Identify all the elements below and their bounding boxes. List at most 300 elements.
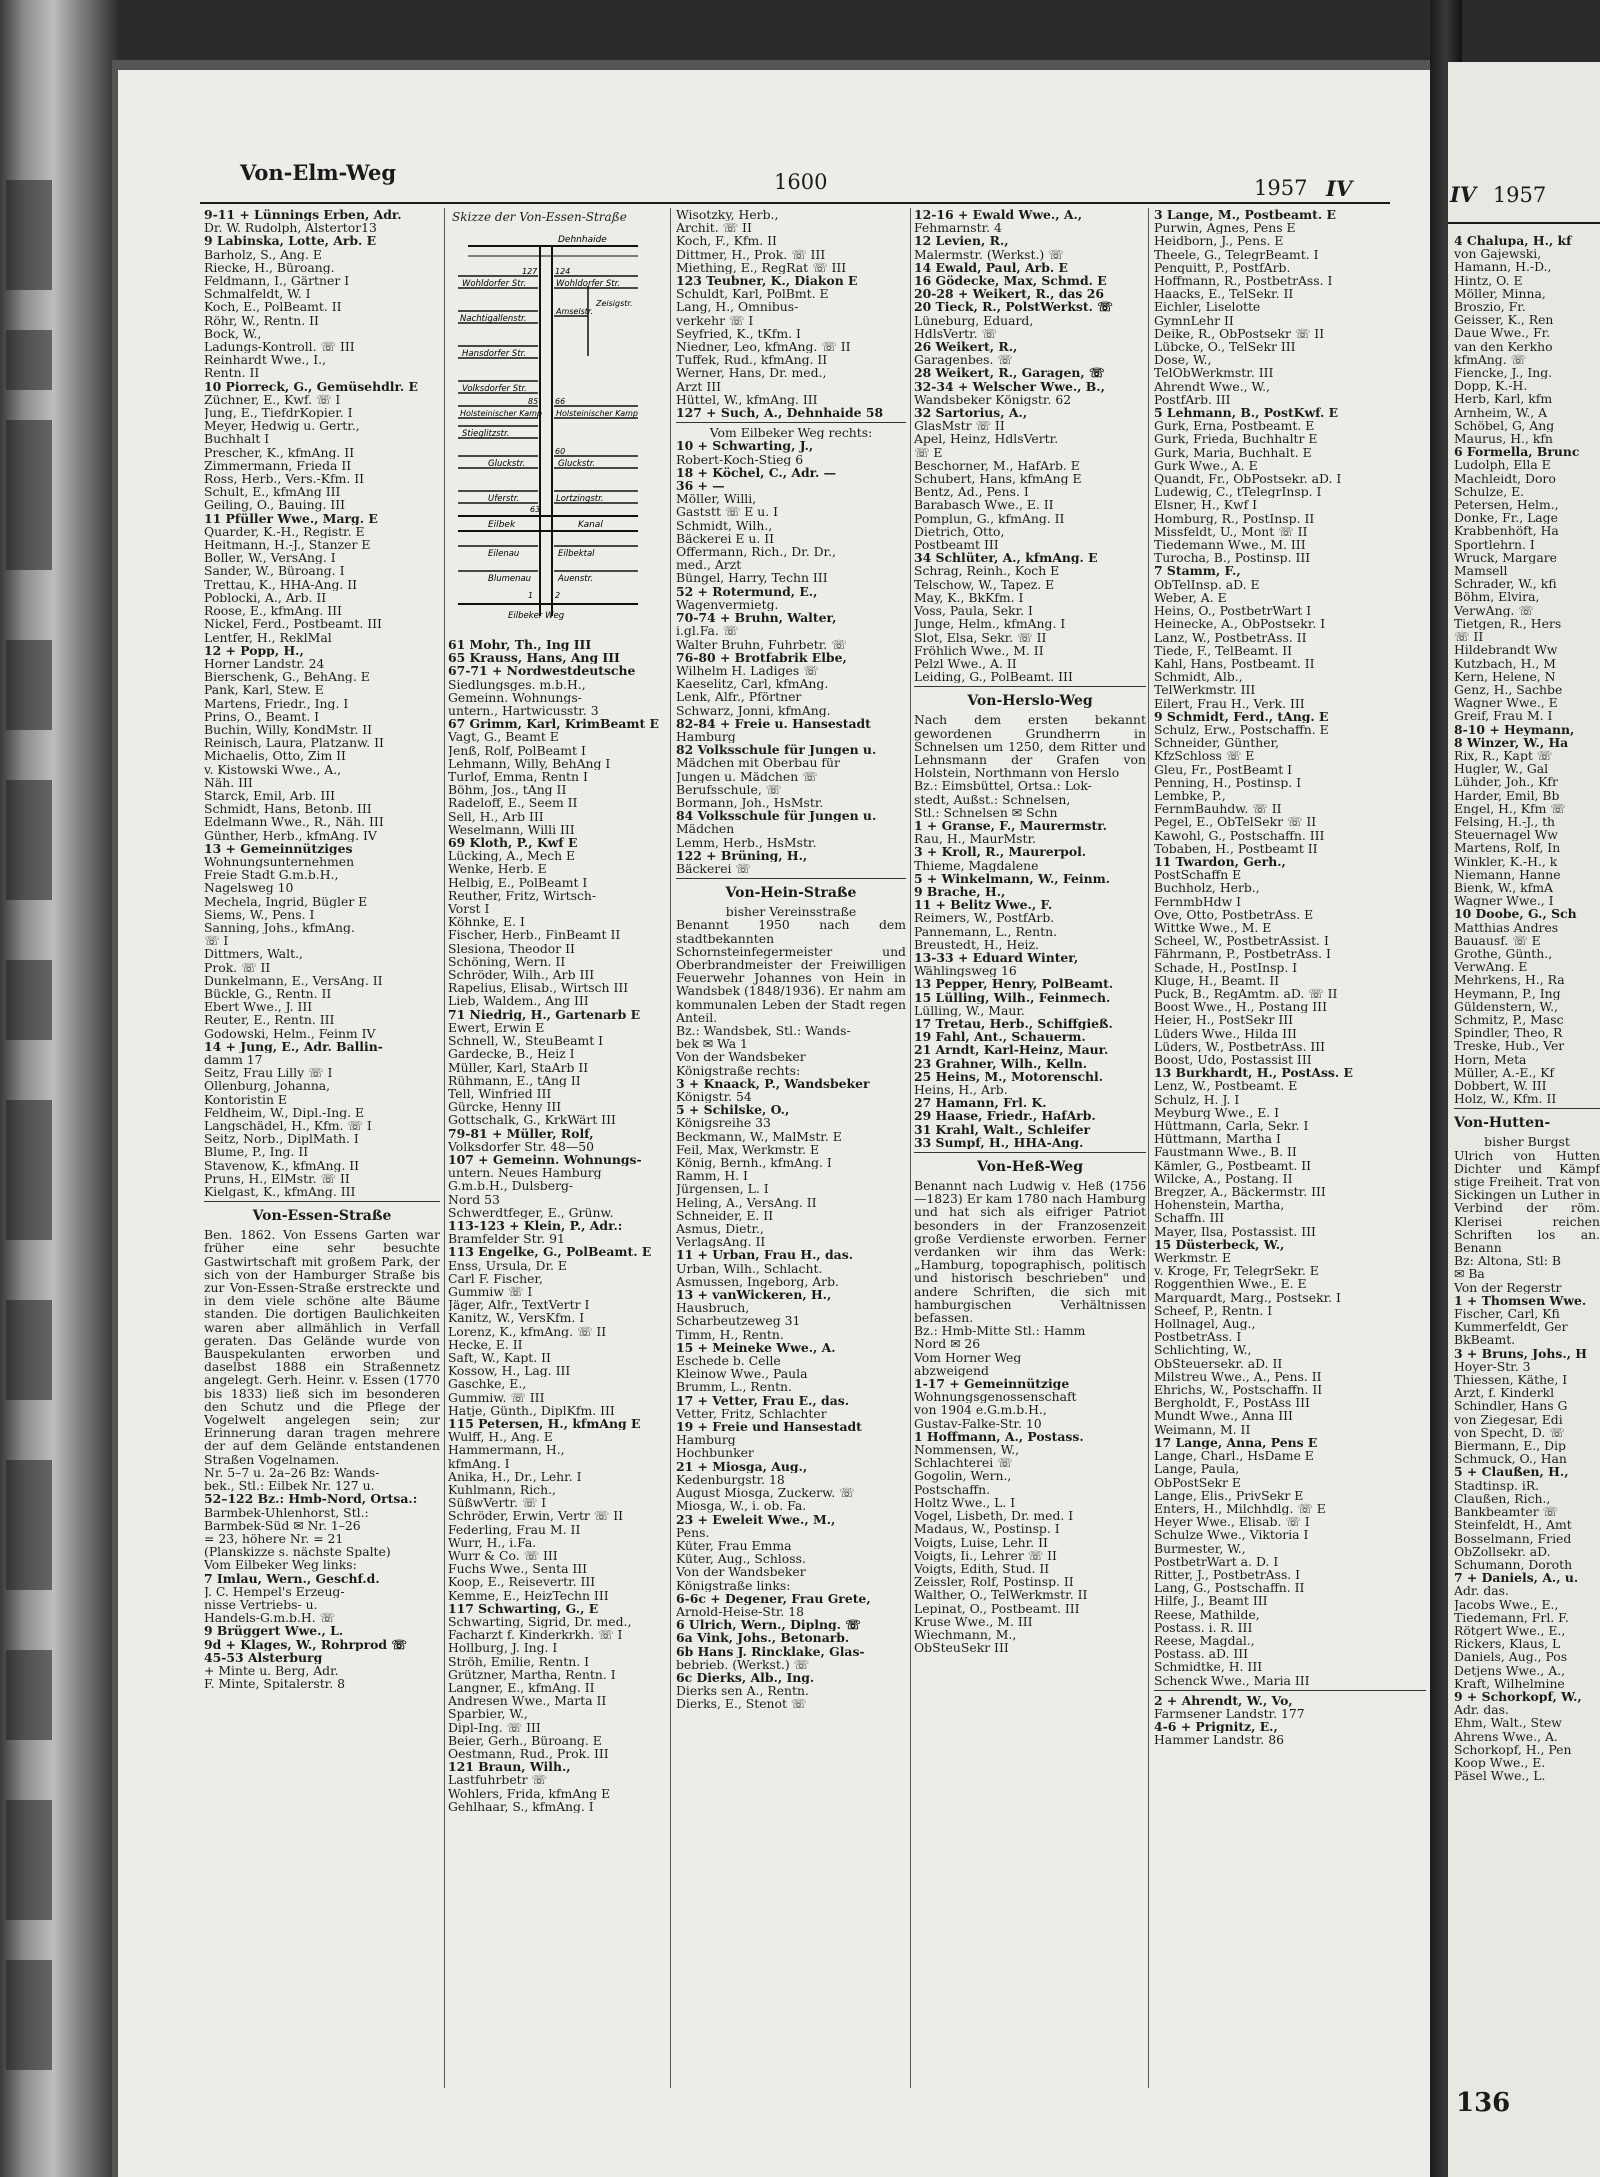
directory-entry: Daue Wwe., Fr. — [1454, 326, 1551, 340]
directory-entry: Müller, Karl, StaArb II — [448, 1060, 589, 1074]
directory-entry: Mundt Wwe., Anna III — [1154, 1409, 1293, 1423]
directory-entry: Rötgert Wwe., E., — [1454, 1623, 1566, 1638]
directory-entry: Heling, A., VersAng. II — [676, 1195, 817, 1209]
directory-entry: 33 Sumpf, H., HHA-Ang. — [914, 1135, 1084, 1150]
directory-entry: Wruck, Margare — [1454, 550, 1557, 565]
directory-entry: von 1904 e.G.m.b.H., — [914, 1403, 1047, 1417]
directory-entry: 123 Teubner, K., Diakon E — [676, 274, 858, 288]
directory-entry: Voss, Paula, Sekr. I — [914, 604, 1033, 618]
directory-entry: Postass. aD. III — [1154, 1647, 1249, 1661]
directory-entry: 13-33 + Eduard Winter, — [914, 950, 1079, 965]
directory-entry: Bäckerei E u. II — [676, 531, 775, 546]
directory-entry: Ludewig, C., tTelegrInsp. I — [1154, 485, 1322, 499]
directory-entry: Dunkelmann, E., VersAng. II — [204, 973, 383, 987]
directory-entry: Wagner Wwe., I — [1454, 894, 1554, 908]
directory-entry: Hoffmann, R., PostbetrAss. I — [1154, 274, 1333, 288]
directory-entry: Bauausf. ☏ E — [1454, 933, 1541, 947]
column-divider — [1148, 208, 1149, 2088]
directory-entry: Schrag, Reinh., Koch E — [914, 564, 1060, 578]
directory-entry: Seitz, Frau Lilly ☏ I — [204, 1066, 333, 1080]
directory-entry: Schmidtke, H. III — [1154, 1660, 1263, 1674]
directory-entry: Hintz, O. E — [1454, 273, 1523, 287]
directory-entry: 7 + Daniels, A., u. — [1454, 1571, 1579, 1585]
directory-entry: Dittmer, H., Prok. ☏ III — [676, 247, 826, 261]
directory-entry: Schindler, Hans G — [1454, 1399, 1568, 1413]
directory-entry: 122 + Brüning, H., — [676, 848, 808, 862]
sketch-label: Stieglitzstr. — [462, 429, 510, 439]
directory-entry: PostbetrAss. I — [1154, 1330, 1242, 1344]
directory-entry: Urban, Wilh., Schlacht. — [676, 1261, 823, 1275]
directory-entry: Zeissler, Rolf, Postinsp. II — [914, 1575, 1074, 1589]
directory-entry: Felsing, H.-J., th — [1454, 814, 1556, 829]
directory-entry: Kanitz, W., VersKfm. I — [448, 1311, 585, 1325]
directory-entry: 107 + Gemeinn. Wohnungs- — [448, 1152, 642, 1167]
directory-entry: Telschow, W., Tapez. E — [914, 577, 1055, 591]
directory-entry: Werner, Hans, Dr. med., — [676, 366, 827, 380]
directory-entry: Seyfried, K., tKfm. I — [676, 326, 801, 341]
directory-entry: Ebert Wwe., J. III — [204, 1000, 313, 1014]
directory-entry: Tietgen, R., Hers — [1454, 616, 1562, 631]
sketch-label: Zeisigstr. — [596, 299, 633, 308]
directory-entry: Koop, E., Reisevertr. III — [448, 1575, 596, 1589]
directory-entry: G.m.b.H., Dulsberg- — [448, 1179, 574, 1193]
directory-entry: Prins, O., Beamt. I — [204, 709, 320, 723]
directory-entry: Andresen Wwe., Marta II — [448, 1694, 607, 1708]
directory-entry: Buchhalt I — [204, 432, 270, 446]
directory-entry: Schwerdtfeger, E., Grünw. — [448, 1205, 614, 1219]
directory-entry: Hammermann, H., — [448, 1443, 565, 1457]
section-rule — [1154, 1690, 1426, 1691]
directory-entry: Wisotzky, Herb., — [676, 208, 779, 222]
directory-entry: BkBeamt. — [1454, 1333, 1516, 1347]
street-description: Ulrich von Hutten Dichter und Kämpf stige Freiheit. Trat von Sickingen un Luther in Verbind der röm. Klerisei reichen Schriften los an. Benann — [1454, 1148, 1600, 1255]
directory-entry: 32-34 + Welscher Wwe., B., — [914, 379, 1105, 393]
directory-entry: Von der Wandsbeker — [676, 1565, 806, 1579]
directory-entry: 3 + Bruns, Johs., H — [1454, 1346, 1588, 1360]
directory-entry: Reimers, W., PostfArb. — [914, 911, 1055, 925]
directory-entry: May, K., BkKfm. I — [914, 590, 1024, 605]
directory-entry: Arnold-Heise-Str. 18 — [676, 1604, 805, 1619]
directory-entry: Jung, E., TiefdrKopier. I — [204, 406, 353, 420]
directory-entry: 52 + Rotermund, E., — [676, 584, 818, 598]
directory-entry: 11 Pfüller Wwe., Marg. E — [204, 511, 378, 525]
header-part: IV — [1326, 176, 1353, 201]
directory-entry: Sportlehrn. I — [1454, 537, 1535, 551]
directory-entry: Niemann, Hanne — [1454, 867, 1561, 881]
directory-entry: Gummiw ☏ I — [448, 1284, 533, 1299]
directory-entry: Dr. W. Rudolph, Alstertor13 — [204, 221, 377, 235]
column-1 — [204, 208, 440, 1690]
directory-entry: Boost, Udo, Postassist III — [1154, 1053, 1312, 1067]
directory-entry: 82 Volksschule für Jungen u. — [676, 743, 877, 757]
section-heading: Von-Herslo-Weg — [967, 693, 1093, 710]
directory-entry: Poblocki, A., Arb. II — [204, 590, 327, 605]
directory-entry: Mehrkens, H., Ra — [1454, 973, 1565, 987]
directory-entry: Bz.: Eimsbüttel, Ortsa.: Lok- — [914, 779, 1092, 793]
directory-entry: Ehrichs, W., Postschaffn. II — [1154, 1383, 1323, 1397]
sketch-label: 63 — [530, 505, 541, 514]
directory-entry: Feil, Max, Werkmstr. E — [676, 1142, 820, 1157]
directory-entry: Riecke, H., Büroang. — [204, 260, 335, 275]
directory-entry: Lüneburg, Eduard, — [914, 313, 1034, 327]
directory-entry: Holtz Wwe., L. I — [914, 1495, 1016, 1510]
directory-entry: Detjens Wwe., A., — [1454, 1663, 1566, 1677]
directory-entry: 8 Winzer, W., Ha — [1454, 735, 1569, 749]
directory-entry: Ramm, H. I — [676, 1169, 748, 1183]
directory-entry: Ollenburg, Johanna, — [204, 1079, 331, 1093]
column-2 — [448, 638, 666, 1813]
sketch-label: Gluckstr. — [488, 459, 526, 469]
directory-entry: Königstraße links: — [676, 1578, 791, 1592]
directory-entry: Kaeselitz, Carl, kfmAng. — [676, 677, 829, 691]
directory-entry: Facharzt f. Kinderkrkh. ☏ I — [448, 1628, 623, 1642]
directory-entry: Lang, H., Omnibus- — [676, 300, 799, 314]
directory-entry: Rühmann, E., tAng II — [448, 1073, 581, 1087]
directory-entry: bebrieb. (Werkst.) ☏ — [676, 1657, 810, 1671]
directory-entry: Boost Wwe., H., Postang III — [1154, 1000, 1327, 1014]
directory-entry: Walther, O., TelWerkmstr. II — [914, 1588, 1088, 1602]
subsection-heading: Vom Eilbeker Weg rechts: — [709, 426, 873, 440]
directory-entry: Kielgast, K., kfmAng. III — [204, 1185, 356, 1199]
directory-entry: Buchin, Willy, KondMstr. II — [204, 722, 373, 737]
directory-entry: Eschede b. Celle — [676, 1354, 781, 1368]
directory-entry: Päsel Wwe., L. — [1454, 1769, 1546, 1783]
directory-entry: Genz, H., Sachbe — [1454, 682, 1563, 697]
directory-entry: 67 Grimm, Karl, KrimBeamt E — [448, 717, 659, 731]
directory-entry: FernmBauhdw. ☏ II — [1154, 802, 1282, 816]
directory-entry: Wurr, H., i.Fa. — [448, 1535, 537, 1550]
directory-entry: 17 + Vetter, Frau E., das. — [676, 1393, 850, 1407]
directory-entry: Lenz, W., Postbeamt. E — [1154, 1079, 1298, 1093]
directory-entry: Heier, H., PostSekr III — [1154, 1013, 1293, 1027]
directory-entry: Niedner, Leo, kfmAng. ☏ II — [676, 340, 851, 354]
directory-entry: Reuter, E., Rentn. III — [204, 1013, 335, 1027]
directory-entry: Wählingsweg 16 — [914, 964, 1017, 978]
facing-header-rule — [1448, 222, 1600, 224]
street-description: Nach dem ersten bekannt gewordenen Grundherrn in Schnelsen um 1250, dem Ritter und Lehnsmann der Grafen von Holstein, Northmann von Herslo — [914, 713, 1146, 780]
directory-entry: Bosselmann, Fried — [1454, 1531, 1572, 1545]
directory-entry: von Gajewski, — [1454, 247, 1542, 261]
directory-entry: Schwarz, Jonni, kfmAng. — [676, 703, 831, 717]
directory-entry: Eilert, Frau H., Verk. III — [1154, 696, 1305, 710]
directory-entry: Sanning, Johs., kfmAng. — [204, 920, 355, 935]
directory-entry: Horn, Meta — [1454, 1052, 1527, 1066]
directory-entry: 4-6 + Prignitz, E., — [1154, 1720, 1278, 1734]
directory-entry: 70-74 + Bruhn, Walter, — [676, 611, 837, 625]
directory-entry: Lüders Wwe., Hilda III — [1154, 1026, 1297, 1040]
directory-entry: Lastfuhrbetr ☏ — [448, 1773, 548, 1787]
section-heading: Von-Essen-Straße — [252, 1208, 392, 1225]
directory-entry: kfmAng. ☏ — [1454, 352, 1527, 367]
directory-entry: Beckmann, W., MalMstr. E — [676, 1129, 842, 1143]
facing-year: 1957 — [1492, 183, 1547, 207]
directory-entry: Machleidt, Doro — [1454, 471, 1556, 485]
directory-entry: Buchholz, Herb., — [1154, 881, 1260, 895]
directory-entry: Bz: Altona, Stl: B — [1454, 1254, 1561, 1268]
directory-entry: Wiechmann, M., — [914, 1627, 1017, 1642]
directory-entry: Purwin, Agnes, Pens E — [1154, 221, 1296, 235]
directory-entry: Ewert, Erwin E — [448, 1020, 545, 1035]
directory-entry: 21 Arndt, Karl-Heinz, Maur. — [914, 1043, 1109, 1057]
directory-entry: TelObWerkmstr. III — [1154, 366, 1274, 380]
sketch-label: Holsteinischer Kamp — [460, 409, 542, 418]
directory-entry: Königstraße rechts: — [676, 1063, 801, 1077]
column-5 — [1154, 208, 1426, 1747]
directory-entry: Slesiona, Theodor II — [448, 941, 575, 955]
directory-entry: Fröhlich Wwe., M. II — [914, 643, 1044, 657]
sketch-label: Eilbeker Weg — [508, 611, 565, 621]
directory-entry: Köhnke, E. I — [448, 915, 525, 929]
directory-entry: stedt, Außst.: Schnelsen, — [914, 792, 1071, 806]
directory-entry: Von der Wandsbeker — [676, 1050, 806, 1064]
directory-entry: Penquitt, P., PostfArb. — [1154, 260, 1291, 275]
sketch-label: Eilbektal — [558, 549, 595, 559]
directory-entry: Heitmann, H.-J., Stanzer E — [204, 538, 371, 552]
directory-entry: kfmAng. I — [448, 1456, 510, 1470]
directory-entry: Tiedemann, Frl. F. — [1454, 1610, 1569, 1624]
directory-entry: abzweigend — [914, 1363, 989, 1378]
directory-entry: v. Kistowski Wwe., A., — [204, 762, 342, 776]
section-heading: Von-Hein-Straße — [725, 885, 857, 902]
directory-entry: Siedlungsges. m.b.H., — [448, 677, 586, 691]
directory-entry: ☏ II — [1454, 630, 1484, 644]
directory-entry: 121 Braun, Wilh., — [448, 1760, 571, 1774]
directory-entry: Heymann, P., Ing — [1454, 986, 1561, 1000]
directory-entry: Koch, E., PolBeamt. II — [204, 300, 342, 314]
directory-entry: Nord ✉ 26 — [914, 1337, 981, 1351]
directory-entry: Heidborn, J., Pens. E — [1154, 234, 1284, 248]
directory-entry: Federling, Frau M. II — [448, 1522, 581, 1536]
directory-entry: Beier, Gerh., Büroang. E — [448, 1733, 602, 1748]
directory-entry: 12 + Popp, H., — [204, 643, 304, 657]
directory-entry: Lenk, Alfr., Pförtner — [676, 690, 802, 704]
directory-entry: 15 + Meineke Wwe., A. — [676, 1340, 836, 1355]
directory-entry: Langner, E., kfmAng. II — [448, 1681, 595, 1695]
directory-entry: Lemm, Herb., HsMstr. — [676, 835, 817, 849]
directory-entry: Dierks sen A., Rentn. — [676, 1684, 809, 1698]
facing-part: IV — [1450, 182, 1477, 207]
sketch-label: Volksdorfer Str. — [462, 384, 527, 394]
directory-entry: Kahl, Hans, Postbeamt. II — [1154, 656, 1315, 671]
directory-entry: Bregzer, A., Bäckermstr. III — [1154, 1185, 1326, 1199]
directory-entry: Quarder, K.-H., Registr. E — [204, 524, 365, 539]
directory-entry: 6a Vink, Johs., Betonarb. — [676, 1631, 850, 1645]
directory-entry: Marquardt, Marg., Postsekr. I — [1154, 1290, 1341, 1304]
directory-entry: 29 Haase, Friedr., HafArb. — [914, 1109, 1096, 1123]
directory-entry: Bergholdt, F., PostAss III — [1154, 1396, 1310, 1410]
directory-entry: 26 Weikert, R., — [914, 340, 1018, 354]
directory-entry: 20 Tieck, R., PolstWerkst. ☏ — [914, 300, 1113, 314]
directory-entry: Dopp, K.-H. — [1454, 379, 1528, 393]
directory-entry: Voigts, Luise, Lehr. II — [914, 1535, 1048, 1549]
directory-entry: Adr. das. — [1454, 1703, 1509, 1717]
directory-entry: Schmidt, Alb., — [1154, 670, 1243, 684]
facing-header — [1450, 182, 1546, 207]
directory-entry: Voigts, Ii., Lehrer ☏ II — [914, 1548, 1057, 1562]
directory-entry: 52–122 Bz.: Hmb-Nord, Ortsa.: — [204, 1492, 418, 1506]
street-description: Benannt 1950 nach dem stadtbekannten Schornsteinfegermeister und Oberbrandmeister der Freiwilligen Feuerwehr Johannes von Hein in Wandsbek (1848/1936). Er nahm am kommunalen Leben der Stadt regen Anteil. — [676, 918, 906, 1024]
directory-entry: Blume, P., Ing. II — [204, 1145, 309, 1159]
section-subheading: bisher Burgst — [1484, 1135, 1570, 1149]
directory-entry: Lücking, A., Mech E — [448, 849, 576, 863]
directory-entry: Wandsbeker Königstr. 62 — [914, 392, 1072, 407]
page-number: 1600 — [774, 170, 828, 194]
sketch-label: 1 — [528, 591, 534, 600]
directory-entry: 2 + Ahrendt, W., Vo, — [1154, 1693, 1293, 1707]
directory-entry: Langschädel, H., Kfm. ☏ I — [204, 1119, 372, 1133]
directory-entry: Hammer Landstr. 86 — [1154, 1733, 1284, 1747]
directory-entry: Gurk, Erna, Postbeamt. E — [1154, 419, 1315, 433]
directory-entry: Schöning, Wern. II — [448, 954, 566, 969]
directory-entry: Schumann, Doroth — [1454, 1557, 1573, 1572]
directory-entry: Grützner, Martha, Rentn. I — [448, 1667, 616, 1682]
directory-entry: Wohnungsunternehmen — [204, 854, 355, 869]
directory-entry: ObTelInsp. aD. E — [1154, 577, 1260, 591]
sketch-label: Wohldorfer Str. — [556, 279, 621, 289]
sketch-label: 124 — [555, 267, 571, 276]
directory-entry: Maurus, H., kfn — [1454, 432, 1553, 446]
directory-entry: Penning, H., Postinsp. I — [1154, 775, 1302, 789]
street-description: Benannt nach Ludwig v. Heß (1756—1823) Er kam 1780 nach Hamburg und hat sich als eifriger Patriot besonders in der Franzosenzeit große Verdienste erworben. Ferner verdanken wir ihm das Werk: „Hamburg, topographisch, politisch und historisch beschrieben" und andere Schriften, die sich mit hamburgischen Verhältnissen befassen. — [914, 1179, 1146, 1325]
directory-entry: Scheel, W., PostbetrAssist. I — [1154, 934, 1329, 948]
directory-entry: v. Kroge, Fr, TelegrSekr. E — [1154, 1264, 1319, 1278]
directory-entry: Gaschke, E., — [448, 1377, 527, 1391]
directory-entry: 11 + Urban, Frau H., das. — [676, 1248, 854, 1262]
section-rule — [914, 1152, 1146, 1153]
section-rule — [676, 878, 906, 879]
directory-entry: 3 + Knaack, P., Wandsbeker — [676, 1076, 870, 1090]
directory-entry: Steuernagel Ww — [1454, 828, 1558, 842]
directory-entry: Kraft, Wilhelmine — [1454, 1676, 1565, 1690]
directory-entry: Schrader, W., kfi — [1454, 577, 1557, 591]
directory-entry: 13 + vanWickeren, H., — [676, 1288, 832, 1302]
directory-entry: HdlsVertr. ☏ — [914, 326, 998, 341]
directory-entry: Gleu, Fr., PostBeamt I — [1154, 762, 1293, 776]
directory-entry: Hamburg — [676, 1433, 736, 1447]
header-rule — [200, 202, 1390, 204]
directory-entry: Ehm, Walt., Stew — [1454, 1716, 1562, 1730]
directory-entry: Robert-Koch-Stieg 6 — [676, 452, 804, 466]
directory-entry: Arnheim, W., A — [1454, 405, 1548, 419]
directory-entry: Pegel, E., ObTelSekr ☏ II — [1154, 815, 1317, 829]
directory-entry: 15 Lülling, Wilh., Feinmech. — [914, 990, 1111, 1004]
directory-entry: 113 Engelke, G., PolBeamt. E — [448, 1245, 652, 1259]
directory-entry: Hecke, E. II — [448, 1337, 523, 1351]
directory-entry: Enters, H., Milchhdlg. ☏ E — [1154, 1501, 1326, 1516]
directory-entry: 14 Ewald, Paul, Arb. E — [914, 260, 1068, 275]
directory-entry: 9 + Schorkopf, W., — [1454, 1689, 1582, 1704]
directory-entry: Hüttmann, Carla, Sekr. I — [1154, 1119, 1309, 1133]
directory-entry: Günther, Herb., kfmAng. IV — [204, 828, 377, 842]
sketch-label: 60 — [555, 447, 566, 456]
directory-entry: Barmbek-Uhlenhorst, Stl.: — [204, 1505, 369, 1519]
directory-entry: Stl.: Schnelsen ✉ Schn — [914, 805, 1058, 819]
directory-entry: Vorst I — [448, 902, 490, 916]
directory-entry: Asmussen, Ingeborg, Arb. — [676, 1274, 839, 1289]
directory-entry: 3 Lange, M., Postbeamt. E — [1154, 208, 1336, 222]
directory-entry: Hugler, W., Gal — [1454, 762, 1549, 776]
directory-entry: Reese, Magdal., — [1154, 1633, 1255, 1648]
directory-entry: Pomplun, G., kfmAng. II — [914, 511, 1065, 525]
directory-entry: Scharbeutzeweg 31 — [676, 1314, 801, 1328]
directory-entry: 117 Schwarting, G., E — [448, 1601, 599, 1616]
directory-entry: Wagenvermietg. — [676, 597, 779, 612]
directory-entry: Barabasch Wwe., E. II — [914, 498, 1054, 512]
directory-entry: Koop Wwe., E. — [1454, 1755, 1546, 1770]
directory-entry: Schenck Wwe., Maria III — [1154, 1673, 1310, 1687]
directory-entry: Miosga, W., i. ob. Fa. — [676, 1499, 807, 1513]
directory-entry: GlasMstr ☏ II — [914, 419, 1005, 433]
directory-entry: Reinhardt Wwe., I., — [204, 353, 327, 367]
directory-entry: Lühder, Joh., Kfr — [1454, 775, 1558, 789]
directory-entry: Güldenstern, W., — [1454, 999, 1558, 1013]
sketch-label: Kanal — [578, 520, 603, 530]
directory-entry: Handels-G.m.b.H. ☏ — [204, 1611, 336, 1625]
directory-entry: Tiedemann Wwe., M. III — [1154, 538, 1306, 552]
directory-entry: König, Bernh., kfmAng. I — [676, 1156, 832, 1170]
directory-entry: 17 Lange, Anna, Pens E — [1154, 1435, 1318, 1450]
directory-entry: Scheef, P., Rentn. I — [1154, 1303, 1273, 1318]
directory-entry: Schulze Wwe., Viktoria I — [1154, 1528, 1309, 1542]
directory-entry: Barholz, S., Ang. E — [204, 247, 322, 261]
directory-entry: Züchner, E., Kwf. ☏ I — [204, 392, 341, 407]
directory-entry: Gurk Wwe., A. E — [1154, 458, 1258, 473]
directory-entry: Schorkopf, H., Pen — [1454, 1742, 1572, 1756]
directory-entry: Böhm, Elvira, — [1454, 590, 1540, 604]
directory-entry: 65 Krauss, Hans, Ang III — [448, 651, 620, 665]
column-3 — [676, 208, 906, 1711]
directory-entry: Geisser, K., Ren — [1454, 313, 1554, 327]
directory-entry: PostfArb. III — [1154, 392, 1231, 407]
directory-entry: Gottschalk, G., KrkWärt III — [448, 1113, 616, 1127]
sketch-label: Eilbek — [488, 520, 516, 530]
directory-entry: Fuchs Wwe., Senta III — [448, 1562, 588, 1576]
sketch-label: 85 — [528, 397, 539, 406]
directory-entry: Nommensen, W., — [914, 1443, 1020, 1457]
directory-entry: Vom Horner Weg — [914, 1350, 1022, 1364]
directory-entry: 19 + Freie und Hansestadt — [676, 1420, 862, 1434]
directory-entry: i.gl.Fa. ☏ — [676, 624, 739, 638]
directory-entry: Tobaben, H., Postbeamt II — [1154, 841, 1318, 855]
directory-entry: 12 Levien, R., — [914, 234, 1009, 248]
street-sketch — [448, 226, 660, 636]
directory-entry: 21 + Miosga, Aug., — [676, 1459, 808, 1473]
directory-entry: Tuffek, Rud., kfmAng. II — [676, 353, 828, 367]
directory-entry: Schmidt, Wilh., — [676, 518, 773, 532]
sketch-label: Wohldorfer Str. — [462, 279, 527, 289]
directory-entry: Brumm, L., Rentn. — [676, 1380, 792, 1394]
column-divider — [910, 208, 911, 2088]
directory-entry: 13 Pepper, Henry, PolBeamt. — [914, 977, 1114, 991]
directory-entry: Kummerfeldt, Ger — [1454, 1320, 1568, 1334]
directory-entry: Reinisch, Laura, Platzanw. II — [204, 736, 384, 750]
directory-entry: Lange, Elis., PrivSekr E — [1154, 1488, 1304, 1502]
directory-entry: 6b Hans J. Rincklake, Glas- — [676, 1644, 865, 1658]
directory-entry: Hildebrandt Ww — [1454, 643, 1558, 657]
directory-entry: Spindler, Theo, R — [1454, 1026, 1563, 1040]
directory-entry: Schmitz, P., Masc — [1454, 1012, 1564, 1027]
directory-entry: Milstreu Wwe., A., Pens. II — [1154, 1369, 1322, 1384]
directory-entry: Nickel, Ferd., Postbeamt. III — [204, 617, 382, 631]
directory-entry: Wilcke, A., Postang. II — [1154, 1171, 1293, 1186]
directory-entry: Vagt, G., Beamt E — [448, 730, 559, 744]
directory-entry: Nagelsweg 10 — [204, 881, 294, 895]
directory-entry: Wurr & Co. ☏ III — [448, 1549, 558, 1563]
directory-entry: Mechela, Ingrid, Bügler E — [204, 894, 368, 908]
directory-entry: 1 Hoffmann, A., Postass. — [914, 1429, 1084, 1444]
directory-entry: Offermann, Rich., Dr. Dr., — [676, 545, 836, 559]
section-subheading: bisher Vereinsstraße — [725, 905, 857, 919]
